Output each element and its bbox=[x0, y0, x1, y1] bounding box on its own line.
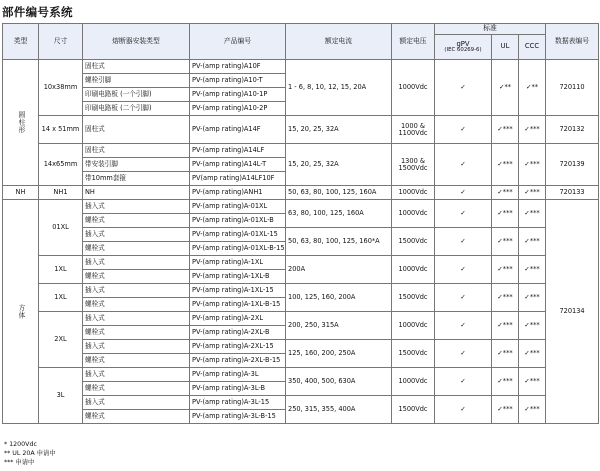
footnote: * 1200Vdc bbox=[4, 441, 37, 448]
current-cell: 50, 63, 80, 100, 125, 160*A bbox=[286, 228, 392, 256]
mount-cell: 插入式 bbox=[83, 396, 190, 410]
part-number-table bbox=[2, 23, 599, 424]
ul-check: ✓*** bbox=[492, 312, 519, 340]
part-cell: PV-(amp rating)A-01XL-15 bbox=[190, 228, 286, 242]
footnotes bbox=[4, 441, 56, 467]
table-row bbox=[3, 284, 599, 298]
group-nh: NH bbox=[3, 186, 39, 200]
mount-cell: 螺栓式 bbox=[83, 298, 190, 312]
ccc-check: ✓*** bbox=[519, 256, 546, 284]
mount-cell: 固柱式 bbox=[83, 60, 190, 74]
mount-cell: 带10mm套箍 bbox=[83, 172, 190, 186]
part-cell: PV-(amp rating)A-3L-15 bbox=[190, 396, 286, 410]
size-cell: 10x38mm bbox=[39, 60, 83, 116]
part-cell: PV-(amp rating)A-01XL-B-15 bbox=[190, 242, 286, 256]
part-cell: PV-(amp rating)A10F bbox=[190, 60, 286, 74]
ul-check: ✓*** bbox=[492, 340, 519, 368]
current-cell: 63, 80, 100, 125, 160A bbox=[286, 200, 392, 228]
datasheet-cell: 720133 bbox=[546, 186, 599, 200]
current-cell: 100, 125, 160, 200A bbox=[286, 284, 392, 312]
mount-cell: 插入式 bbox=[83, 284, 190, 298]
ul-check: ✓** bbox=[492, 60, 519, 116]
ccc-check: ✓*** bbox=[519, 144, 546, 186]
ccc-check: ✓*** bbox=[519, 200, 546, 228]
mount-cell: 螺栓式 bbox=[83, 214, 190, 228]
mount-cell: 螺栓式 bbox=[83, 326, 190, 340]
voltage-cell: 1000Vdc bbox=[392, 312, 435, 340]
table-row bbox=[3, 396, 599, 410]
mount-cell: 插入式 bbox=[83, 200, 190, 214]
header-ul: UL bbox=[492, 35, 519, 60]
part-cell: PV-(amp rating)A-2XL-B bbox=[190, 326, 286, 340]
part-cell: PV-(amp rating)ANH1 bbox=[190, 186, 286, 200]
current-cell: 350, 400, 500, 630A bbox=[286, 368, 392, 396]
header-type: 类型 bbox=[3, 24, 39, 60]
gpv-check: ✓ bbox=[435, 284, 492, 312]
part-cell: PV-(amp rating)A-1XL-B-15 bbox=[190, 298, 286, 312]
group-cylindrical: 圆柱形 bbox=[3, 60, 39, 186]
voltage-cell: 1000Vdc bbox=[392, 200, 435, 228]
current-cell: 250, 315, 355, 400A bbox=[286, 396, 392, 424]
size-cell: 1XL bbox=[39, 256, 83, 284]
mount-cell: 插入式 bbox=[83, 368, 190, 382]
ul-check: ✓*** bbox=[492, 116, 519, 144]
gpv-check: ✓ bbox=[435, 228, 492, 256]
header-gpv bbox=[435, 35, 492, 60]
part-cell: PV-(amp rating)A-3L bbox=[190, 368, 286, 382]
ccc-check: ✓*** bbox=[519, 228, 546, 256]
page-title: 部件编号系统 bbox=[2, 5, 73, 19]
part-cell: PV-(amp rating)A14L-T bbox=[190, 158, 286, 172]
part-cell: PV(amp rating)A14LF10F bbox=[190, 172, 286, 186]
table-row bbox=[3, 256, 599, 270]
mount-cell: 螺栓式 bbox=[83, 242, 190, 256]
ul-check: ✓*** bbox=[492, 144, 519, 186]
ccc-check: ✓*** bbox=[519, 186, 546, 200]
footnote: *** 申请中 bbox=[4, 458, 35, 466]
datasheet-cell: 720139 bbox=[546, 144, 599, 186]
ccc-check: ✓*** bbox=[519, 396, 546, 424]
datasheet-cell: 720134 bbox=[546, 200, 599, 424]
header-mount: 熔断器安装类型 bbox=[83, 24, 190, 60]
current-cell: 200A bbox=[286, 256, 392, 284]
size-cell: 14x65mm bbox=[39, 144, 83, 186]
ul-check: ✓*** bbox=[492, 368, 519, 396]
table-row bbox=[3, 340, 599, 354]
mount-cell: 螺栓引脚 bbox=[83, 74, 190, 88]
header-gpv-label: gPV bbox=[456, 39, 470, 48]
mount-cell: 螺栓式 bbox=[83, 270, 190, 284]
mount-cell: 带安装引脚 bbox=[83, 158, 190, 172]
gpv-check: ✓ bbox=[435, 144, 492, 186]
table-row bbox=[3, 116, 599, 144]
ul-check: ✓*** bbox=[492, 228, 519, 256]
table-row bbox=[3, 200, 599, 214]
gpv-check: ✓ bbox=[435, 396, 492, 424]
size-cell: 14 x 51mm bbox=[39, 116, 83, 144]
header-gpv-iec: (IEC 60269-6) bbox=[444, 46, 482, 53]
part-cell: PV-(amp rating)A-3L-B-15 bbox=[190, 410, 286, 424]
gpv-check: ✓ bbox=[435, 256, 492, 284]
header-size: 尺寸 bbox=[39, 24, 83, 60]
table-row bbox=[3, 60, 599, 74]
current-cell: 125, 160, 200, 250A bbox=[286, 340, 392, 368]
part-cell: PV-(amp rating)A10-2P bbox=[190, 102, 286, 116]
ccc-check: ✓*** bbox=[519, 312, 546, 340]
mount-cell: 插入式 bbox=[83, 340, 190, 354]
gpv-check: ✓ bbox=[435, 60, 492, 116]
part-cell: PV-(amp rating)A14F bbox=[190, 116, 286, 144]
part-cell: PV-(amp rating)A-01XL-B bbox=[190, 214, 286, 228]
current-cell: 15, 20, 25, 32A bbox=[286, 116, 392, 144]
mount-cell: 螺栓式 bbox=[83, 382, 190, 396]
mount-cell: NH bbox=[83, 186, 190, 200]
part-cell: PV-(amp rating)A-1XL-15 bbox=[190, 284, 286, 298]
gpv-check: ✓ bbox=[435, 312, 492, 340]
datasheet-cell: 720132 bbox=[546, 116, 599, 144]
footnote: ** UL 20A 申请中 bbox=[4, 449, 56, 457]
part-cell: PV-(amp rating)A-2XL-15 bbox=[190, 340, 286, 354]
gpv-check: ✓ bbox=[435, 340, 492, 368]
voltage-cell: 1000Vdc bbox=[392, 368, 435, 396]
mount-cell: 固柱式 bbox=[83, 116, 190, 144]
mount-cell: 插入式 bbox=[83, 256, 190, 270]
ul-check: ✓*** bbox=[492, 396, 519, 424]
part-cell: PV-(amp rating)A-1XL bbox=[190, 256, 286, 270]
current-cell: 50, 63, 80, 100, 125, 160A bbox=[286, 186, 392, 200]
mount-cell: 插入式 bbox=[83, 312, 190, 326]
part-cell: PV-(amp rating)A-01XL bbox=[190, 200, 286, 214]
size-cell: 2XL bbox=[39, 312, 83, 368]
ccc-check: ✓*** bbox=[519, 284, 546, 312]
ul-check: ✓*** bbox=[492, 200, 519, 228]
table-row bbox=[3, 312, 599, 326]
size-cell: NH1 bbox=[39, 186, 83, 200]
ul-check: ✓*** bbox=[492, 186, 519, 200]
mount-cell: 螺栓式 bbox=[83, 410, 190, 424]
mount-cell: 螺栓式 bbox=[83, 354, 190, 368]
current-cell: 1 - 6, 8, 10, 12, 15, 20A bbox=[286, 60, 392, 116]
part-cell: PV-(amp rating)A14LF bbox=[190, 144, 286, 158]
mount-cell: 固柱式 bbox=[83, 144, 190, 158]
header-voltage: 额定电压 bbox=[392, 24, 435, 60]
part-cell: PV-(amp rating)A-2XL bbox=[190, 312, 286, 326]
ccc-check: ✓*** bbox=[519, 116, 546, 144]
part-cell: PV-(amp rating)A-1XL-B bbox=[190, 270, 286, 284]
voltage-cell: 1500Vdc bbox=[392, 284, 435, 312]
voltage-cell: 1500Vdc bbox=[392, 396, 435, 424]
ccc-check: ✓** bbox=[519, 60, 546, 116]
mount-cell: 插入式 bbox=[83, 228, 190, 242]
table-row bbox=[3, 228, 599, 242]
size-cell: 3L bbox=[39, 368, 83, 424]
ccc-check: ✓*** bbox=[519, 340, 546, 368]
ccc-check: ✓*** bbox=[519, 368, 546, 396]
gpv-check: ✓ bbox=[435, 368, 492, 396]
gpv-check: ✓ bbox=[435, 186, 492, 200]
header-part-number: 产品编号 bbox=[190, 24, 286, 60]
gpv-check: ✓ bbox=[435, 116, 492, 144]
gpv-check: ✓ bbox=[435, 200, 492, 228]
current-cell: 15, 20, 25, 32A bbox=[286, 144, 392, 186]
part-cell: PV-(amp rating)A-2XL-B-15 bbox=[190, 354, 286, 368]
mount-cell: 印刷电路板 (二个引脚) bbox=[83, 102, 190, 116]
ul-check: ✓*** bbox=[492, 256, 519, 284]
voltage-cell: 1000Vdc bbox=[392, 256, 435, 284]
voltage-cell: 1000Vdc bbox=[392, 186, 435, 200]
current-cell: 200, 250, 315A bbox=[286, 312, 392, 340]
header-datasheet: 数据表编号 bbox=[546, 24, 599, 60]
part-cell: PV-(amp rating)A-3L-B bbox=[190, 382, 286, 396]
voltage-cell: 1000 & 1100Vdc bbox=[392, 116, 435, 144]
size-cell: 01XL bbox=[39, 200, 83, 256]
header-current: 额定电流 bbox=[286, 24, 392, 60]
voltage-cell: 1300 & 1500Vdc bbox=[392, 144, 435, 186]
table-row bbox=[3, 186, 599, 200]
group-square: 方体 bbox=[3, 200, 39, 424]
mount-cell: 印刷电路板 (一个引脚) bbox=[83, 88, 190, 102]
voltage-cell: 1500Vdc bbox=[392, 228, 435, 256]
header-ccc: CCC bbox=[519, 35, 546, 60]
table-row bbox=[3, 368, 599, 382]
size-cell: 1XL bbox=[39, 284, 83, 312]
table-row bbox=[3, 144, 599, 158]
datasheet-cell: 720110 bbox=[546, 60, 599, 116]
voltage-cell: 1500Vdc bbox=[392, 340, 435, 368]
ul-check: ✓*** bbox=[492, 284, 519, 312]
voltage-cell: 1000Vdc bbox=[392, 60, 435, 116]
header-standards: 标准 bbox=[435, 24, 546, 35]
part-cell: PV-(amp rating)A10-1P bbox=[190, 88, 286, 102]
part-cell: PV-(amp rating)A10-T bbox=[190, 74, 286, 88]
